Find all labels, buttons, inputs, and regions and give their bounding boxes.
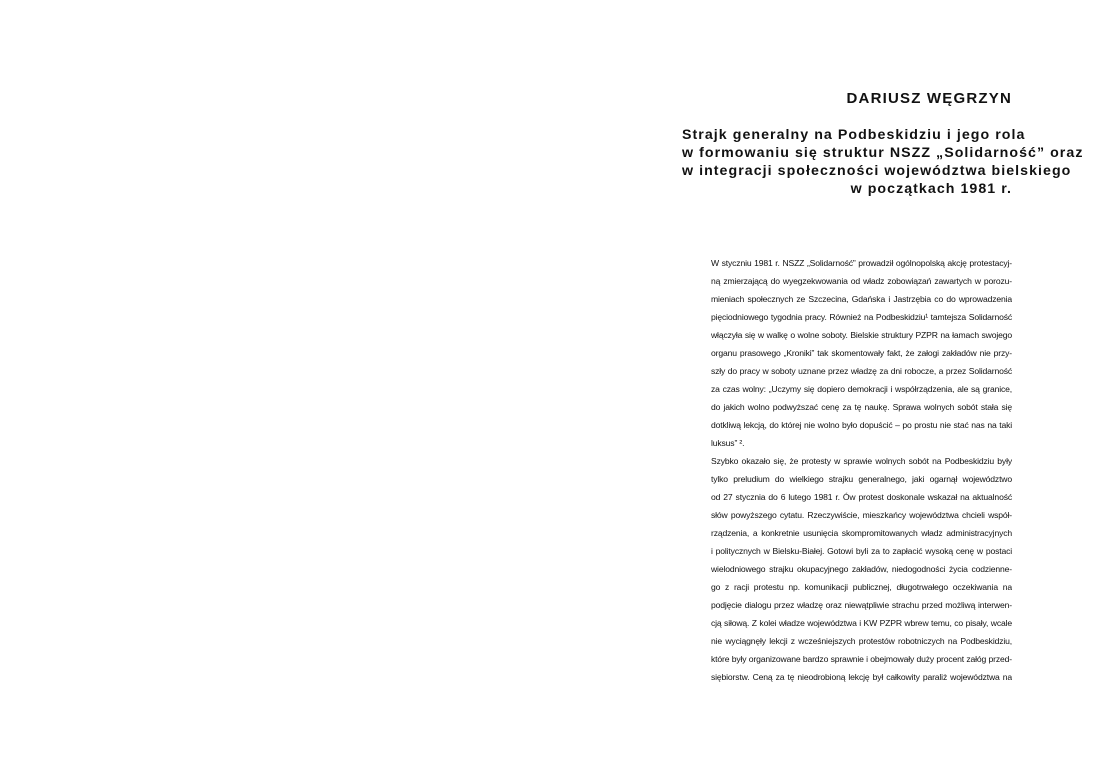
body-line: i politycznych w Bielsku-Białej. Gotowi byli za to zapłacić wysoką cenę w postaci: [711, 546, 1012, 556]
body-line: Szybko okazało się, że protesty w sprawie wolnych sobót na Podbeskidziu były: [711, 456, 1012, 466]
body-line: słów powyższego cytatu. Rzeczywiście, mieszkańcy województwa chcieli współ-: [711, 510, 1012, 520]
author-name: DARIUSZ WĘGRZYN: [846, 90, 1012, 107]
body-line: które były organizowane bardzo sprawnie i obejmowały duży procent załóg przed-: [711, 654, 1012, 664]
body-line: dotkliwą lekcją, do której nie wolno było dopuścić – po prostu nie stać nas na taki: [711, 420, 1012, 430]
title-line: w formowaniu się struktur NSZZ „Solidarność” oraz: [682, 145, 1084, 161]
body-line: za czas wolny: „Uczymy się dopiero demokracji i współrządzenia, ale są granice,: [711, 384, 1012, 394]
title-line: w integracji społeczności województwa bielskiego: [682, 163, 1072, 179]
body-line: wielodniowego strajku okupacyjnego zakładów, niedogodności życia codzienne-: [711, 564, 1012, 574]
title-line: w początkach 1981 r.: [850, 181, 1012, 197]
body-line: W styczniu 1981 r. NSZZ „Solidarność” prowadził ogólnopolską akcję protestacyj-: [711, 258, 1012, 268]
body-line: pięciodniowego tygodnia pracy. Również na Podbeskidziu¹ tamtejsza Solidarność: [711, 312, 1012, 322]
body-line: rządzenia, a konkretnie usunięcia skompromitowanych władz administracyjnych: [711, 528, 1012, 538]
body-line: go z racji protestu np. komunikacji publicznej, długotrwałego oczekiwania na: [711, 582, 1012, 592]
body-line: od 27 stycznia do 6 lutego 1981 r. Ów protest doskonale wskazał na aktualność: [711, 492, 1012, 502]
body-line: ną zmierzającą do wyegzekwowania od władz zobowiązań zawartych w porozu-: [711, 276, 1012, 286]
body-line: tylko preludium do wielkiego strajku generalnego, jaki ogarnął województwo: [711, 474, 1012, 484]
title-line: Strajk generalny na Podbeskidziu i jego rola: [682, 127, 1026, 143]
body-line: siębiorstw. Ceną za tę nieodrobioną lekcję był całkowity paraliż województwa na: [711, 672, 1012, 682]
body-line: organu prasowego „Kroniki” tak skomentowały fakt, że załogi zakładów nie przy-: [711, 348, 1012, 358]
body-line: cją siłową. Z kolei władze województwa i KW PZPR wbrew temu, co pisały, wcale: [711, 618, 1012, 628]
body-line: do jakich wolno podwyższać cenę za tę naukę. Sprawa wolnych sobót stała się: [711, 402, 1012, 412]
body-line: włączyła się w walkę o wolne soboty. Bielskie struktury PZPR na łamach swojego: [711, 330, 1012, 340]
body-line: luksus” ².: [711, 438, 745, 448]
body-line: szły do pracy w soboty uznane przez władzę za dni robocze, a przez Solidarność: [711, 366, 1012, 376]
article-title: [682, 126, 1084, 198]
body-line: podjęcie dialogu przez władzę oraz niewątpliwie strachu przed możliwą interwen-: [711, 600, 1012, 610]
body-line: mieniach społecznych ze Szczecina, Gdańska i Jastrzębia co do wprowadzenia: [711, 294, 1012, 304]
body-line: nie wyciągnęły lekcji z wcześniejszych protestów robotniczych na Podbeskidziu,: [711, 636, 1012, 646]
body-text: [711, 254, 1012, 686]
